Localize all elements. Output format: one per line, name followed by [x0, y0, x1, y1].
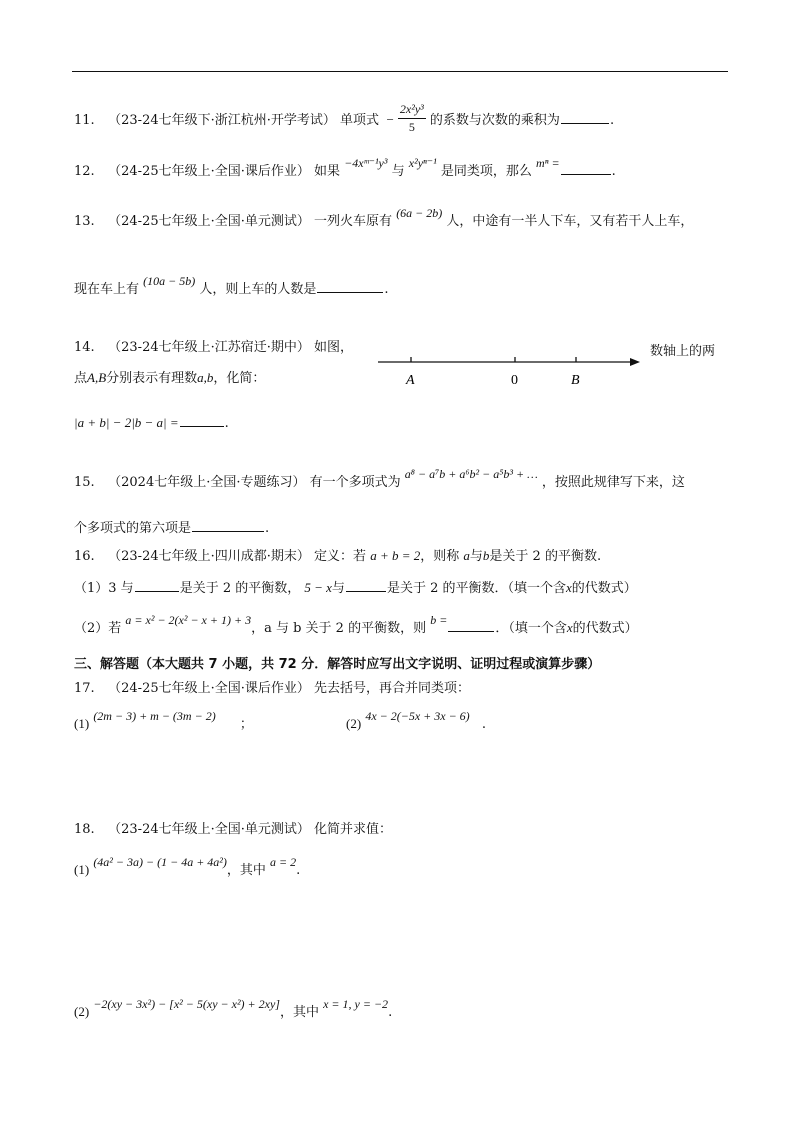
question-text: .: [481, 717, 486, 732]
question-text: 先去括号，再合并同类项：: [314, 681, 471, 696]
question-number: 15.: [74, 475, 95, 490]
question-text: 与: [469, 549, 483, 564]
question-13-line-2: [74, 274, 389, 298]
monomial-fraction: [398, 102, 426, 135]
minus-sign: −: [383, 112, 394, 127]
question-source: （2024七年级上·全国·专题练习）: [108, 475, 306, 490]
math-expression: b =: [430, 613, 448, 627]
period: .: [611, 164, 616, 179]
part-label: (1): [74, 862, 90, 877]
math-variable: x: [565, 580, 572, 595]
question-text: 是关于 2 的平衡数．（填一个含: [386, 581, 566, 596]
math-expression: x²yⁿ⁻¹: [408, 156, 437, 170]
part-label: (2): [74, 1004, 90, 1019]
answer-blank[interactable]: [192, 519, 264, 532]
math-variable: a: [463, 548, 470, 563]
question-source: （23-24七年级下·浙江杭州·开学考试）: [108, 113, 336, 128]
question-source: （24-25七年级上·全国·课后作业）: [108, 681, 310, 696]
question-text: ，按照此规律写下来，这: [541, 475, 685, 490]
answer-blank[interactable]: [561, 162, 611, 175]
question-13: [74, 206, 694, 230]
question-text: 分别表示有理数: [106, 371, 198, 386]
question-14-continuation: 数轴上的两: [650, 344, 716, 359]
question-text: 是关于 2 的平衡数.: [489, 549, 602, 564]
question-source: （24-25七年级上·全国·课后作业）: [108, 164, 310, 179]
math-variable: x: [566, 620, 573, 635]
question-text: ，a 与 b 关于 2 的平衡数，则: [251, 621, 427, 636]
question-text: ，则称: [420, 549, 460, 564]
question-17-parts: [74, 709, 253, 733]
question-text: 如果: [314, 164, 341, 179]
header-rule: [72, 71, 728, 72]
math-expression: 4x − 2(−5x + 3x − 6): [365, 709, 470, 723]
question-text: ，其中: [226, 863, 266, 878]
math-variable: b: [482, 548, 490, 563]
question-source: （23-24七年级上·全国·单元测试）: [108, 822, 310, 837]
question-text: 有一个多项式为: [309, 475, 401, 490]
question-text: （2）若: [74, 621, 122, 636]
question-number: 13.: [74, 214, 95, 229]
label-a: A: [406, 373, 415, 388]
question-text: 人，则上车的人数是: [199, 282, 317, 297]
question-11: [74, 104, 614, 137]
question-17-part-2: [346, 709, 486, 733]
period: .: [224, 416, 229, 431]
answer-blank[interactable]: [317, 280, 383, 293]
fraction-denominator: 5: [408, 120, 415, 134]
answer-blank[interactable]: [135, 579, 179, 592]
math-expression: |a + b| − 2|b − a| =: [74, 415, 179, 430]
question-text: 的代数式）: [572, 621, 638, 636]
question-15: [74, 467, 685, 491]
question-text: 一列火车原有: [314, 214, 393, 229]
question-14-line-3: [74, 414, 229, 432]
math-expression: a = 2: [270, 855, 297, 869]
question-text: 如图，: [314, 340, 354, 355]
question-source: （23-24七年级上·江苏宿迁·期中）: [108, 340, 310, 355]
question-text: .: [296, 863, 301, 878]
question-text: 个多项式的第六项是: [74, 521, 192, 536]
number-line-figure: [376, 348, 641, 388]
question-text: .: [388, 1005, 393, 1020]
question-text: 与: [391, 164, 405, 179]
question-12: [74, 156, 616, 180]
question-17: [74, 681, 470, 697]
part-label: (2): [346, 716, 362, 731]
math-expression: −4xᵐ⁻¹y³: [344, 156, 388, 170]
question-16-part-2: [74, 613, 638, 637]
answer-blank[interactable]: [346, 579, 386, 592]
question-text: ，其中: [279, 1005, 319, 1020]
math-expression: (4a² − 3a) − (1 − 4a + 4a²): [93, 855, 227, 869]
math-expression: x = 1, y = −2: [323, 997, 389, 1011]
question-number: 18.: [74, 822, 95, 837]
math-expression: a⁸ − a⁷b + a⁶b² − a⁵b³ + …: [404, 467, 538, 481]
question-text: 是关于 2 的平衡数，: [179, 581, 301, 596]
math-expression: −2(xy − 3x²) − [x² − 5(xy − x²) + 2xy]: [93, 997, 280, 1011]
math-expression: (2m − 3) + m − (3m − 2): [93, 709, 216, 723]
question-text: 的系数与次数的乘积为: [429, 113, 560, 128]
question-text: 点: [74, 371, 88, 386]
question-text: 单项式: [340, 113, 380, 128]
label-zero: 0: [511, 373, 518, 388]
period: .: [609, 113, 615, 128]
period: .: [265, 521, 270, 536]
question-text: 人，中途有一半人下车，又有若干人上车，: [446, 214, 694, 229]
question-text: 的代数式）: [571, 581, 637, 596]
question-source: （23-24七年级上·四川成都·期末）: [108, 549, 310, 564]
question-source: （24-25七年级上·全国·单元测试）: [108, 214, 310, 229]
question-text: ．（填一个含: [495, 621, 567, 636]
question-18-part-2: [74, 997, 393, 1021]
period: .: [384, 282, 389, 297]
question-text: 化简并求值：: [314, 822, 393, 837]
math-expression: (10a − 5b): [143, 274, 196, 288]
question-15-line-2: [74, 519, 269, 537]
math-expression: a,b: [197, 370, 214, 385]
question-text: 是同类项，那么: [440, 164, 532, 179]
fraction-numerator: 2x²y³: [398, 102, 426, 119]
question-text: ，化简：: [213, 371, 266, 386]
math-expression: a = x² − 2(x² − x + 1) + 3: [125, 613, 252, 627]
answer-blank[interactable]: [561, 111, 609, 124]
question-text: 现在车上有: [74, 282, 140, 297]
section-heading: 三、解答题（本大题共 7 小题，共 72 分．解答时应写出文字说明、证明过程或演算步骤）: [74, 657, 601, 672]
math-expression: mⁿ =: [536, 156, 560, 170]
question-number: 17.: [74, 681, 95, 696]
math-expression: (6a − 2b): [396, 206, 443, 220]
question-16-part-1: [74, 579, 637, 597]
question-number: 14.: [74, 340, 95, 355]
question-text: 与: [331, 581, 345, 596]
arrow-right-icon: [630, 358, 640, 366]
question-16: [74, 548, 601, 565]
question-text: （1）3 与: [74, 581, 134, 596]
question-14: [74, 340, 353, 356]
question-number: 16.: [74, 549, 95, 564]
question-18-part-1: [74, 855, 301, 879]
question-text: ；: [239, 717, 253, 732]
label-b: B: [571, 373, 580, 388]
question-number: 12.: [74, 164, 95, 179]
part-label: (1): [74, 716, 90, 731]
math-expression: A,B: [87, 370, 107, 385]
math-expression: a + b = 2: [370, 548, 421, 563]
answer-blank[interactable]: [180, 414, 224, 427]
question-number: 11.: [74, 113, 95, 128]
question-18: [74, 822, 392, 838]
question-14-line-2: [74, 370, 265, 387]
math-expression: 5 − x: [304, 580, 332, 595]
question-text: 定义：若: [314, 549, 367, 564]
answer-blank[interactable]: [448, 619, 494, 632]
